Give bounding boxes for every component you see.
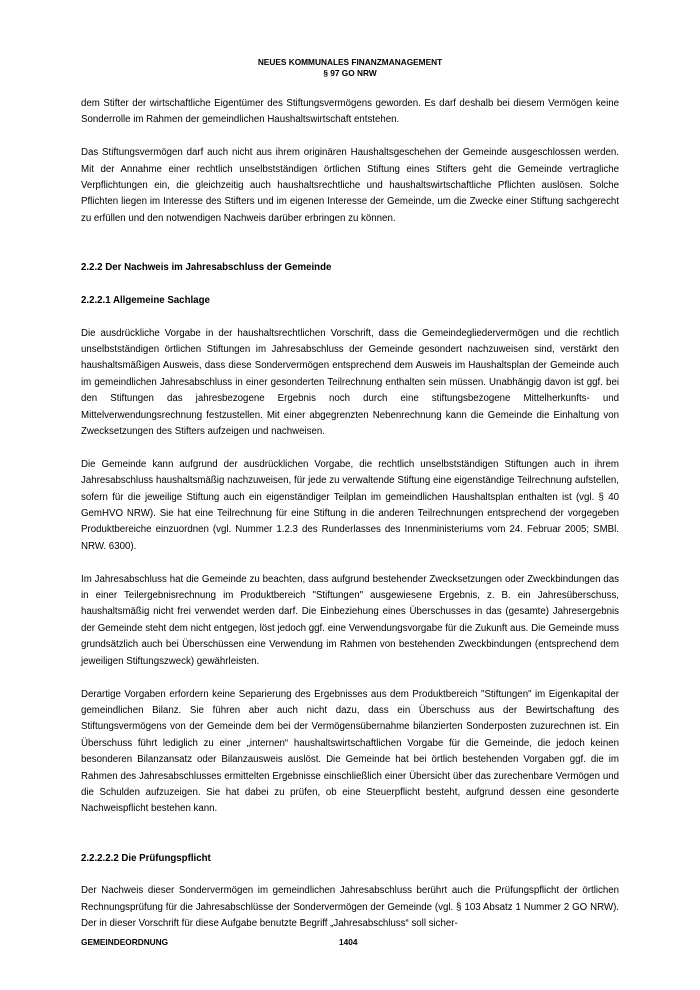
header-section: § 97 GO NRW bbox=[323, 68, 377, 78]
paragraph-6: Derartige Vorgaben erfordern keine Separierung des Ergebnisses aus dem Produktbereich "Stiftungen" im Eigenkapital der gemeindlichen Bilanz. Sie führen aber auch nicht dazu, dass ein Überschuss aus der Bewirtschaftung des Stiftungsvermögens von der Gemeinde dem bei der Vermögensübernahme bilanzierten Sonderposten zuzurechnen ist. Ein Überschuss führt lediglich zu einer „internen“ haushaltswirtschaftlichen Vorgabe für die Gemeinde, die jedoch keinen besonderen Bilanzansatz oder Bilanzausweis auslöst. Die Gemeinde hat bei örtlich bestehenden Vorgaben ggf. die im Rahmen des Jahresabschlusses ermittelten Ergebnisse einschließlich einer Übersicht über das zurechenbare Vermögen und die Schulden aufzuzeigen. Sie hat dabei zu prüfen, ob eine Steuerpflicht besteht, aufgrund dessen eine gesonderte Nachweispflicht bestehen kann. bbox=[81, 688, 619, 815]
paragraph-5: Im Jahresabschluss hat die Gemeinde zu beachten, dass aufgrund bestehender Zwecksetzungen oder Zweckbindungen das in einer Teilergebnisrechnung im Produktbereich "Stiftungen" ausgewiesene Ergebnis, z. B. ein Jahresüberschuss, haushaltsmäßig nicht frei verwendet werden darf. Die Einbeziehung eines Überschusses in das (gesamte) Jahresergebnis der Gemeinde steht dem nicht entgegen, löst jedoch ggf. eine Verwendungsvorgabe für die Zukunft aus. Die Gemeinde muss grundsätzlich auch bei Überschüssen eine Verwendung im Rahmen von bestehenden Zweckbindungen (entsprechend dem jeweiligen Stiftungszweck) gewährleisten. bbox=[81, 573, 619, 667]
section-heading-2-2-2-1: 2.2.2.1 Allgemeine Sachlage bbox=[81, 294, 210, 306]
paragraph-4: Die Gemeinde kann aufgrund der ausdrücklichen Vorgabe, die rechtlich unselbstständigen Stiftungen auch in ihrem Jahresabschluss haushaltsmäßig nachzuweisen, für jede zu verwaltende Stiftung eine eigenständige Teilrechnung aufstellen, sofern für die jeweilige Stiftung auch ein eigenständiger Teilplan im gemeindlichen Haushaltsplan enthalten ist (vgl. § 40 GemHVO NRW). Sie hat eine Teilrechnung für eine Stiftung in die anderen Teilrechnungen entsprechend der vorgegeben Produktbereiche einzuordnen (vgl. Nummer 1.2.3 des Runderlasses des Innenministeriums vom 24. Februar 2005; SMBl. NRW. 6300). bbox=[81, 458, 619, 552]
spacer bbox=[81, 244, 619, 260]
page-number: 1404 bbox=[339, 937, 358, 947]
paragraph-1: dem Stifter der wirtschaftliche Eigentümer des Stiftungsvermögens geworden. Es darf deshalb bei diesem Vermögen keine Sonderrolle im Rahmen der gemeindlichen Haushaltswirtschaft entstehen. bbox=[81, 98, 619, 126]
footer-label: GEMEINDEORDNUNG bbox=[81, 937, 169, 947]
header-title: NEUES KOMMUNALES FINANZMANAGEMENT bbox=[257, 57, 443, 67]
paragraph-2: Das Stiftungsvermögen darf auch nicht aus ihrem originären Haushaltsgeschehen der Gemeinde ausgeschlossen werden. Mit der Annahme einer rechtlich unselbstständigen örtlichen Stiftung eines Stifters geht die Gemeinde vertragliche Verpflichtungen ein, die gleichzeitig auch haushaltsrechtliche und haushaltswirtschaftliche Pflichten auslösen. Solche Pflichten liegen im Interesse des Stifters und im eigenen Interesse der Gemeinde, um die Zwecke einer Stiftung sachgerecht zu erfüllen und den notwendigen Nachweis darüber erbringen zu können. bbox=[81, 147, 619, 224]
page-content bbox=[81, 96, 619, 949]
page-header bbox=[0, 57, 700, 79]
paragraph-7: Der Nachweis dieser Sondervermögen im gemeindlichen Jahresabschluss berührt auch die Prüfungspflicht der örtlichen Rechnungsprüfung für die Jahresabschlüsse der Sondervermögen der Gemeinde (vgl. § 103 Absatz 1 Nummer 2 GO NRW). Der in dieser Vorschrift für diese Aufgabe benutzte Begriff „Jahresabschluss“ soll sicher- bbox=[81, 885, 619, 930]
section-heading-2-2-2: 2.2.2 Der Nachweis im Jahresabschluss der Gemeinde bbox=[81, 262, 332, 274]
section-heading-pruefungspflicht: 2.2.2.2.2 Die Prüfungspflicht bbox=[81, 852, 211, 864]
spacer bbox=[81, 834, 619, 850]
paragraph-3: Die ausdrückliche Vorgabe in der haushaltsrechtlichen Vorschrift, dass die Gemeindegliedervermögen und die rechtlich unselbstständigen örtlichen Stiftungen im Jahresabschluss der Gemeinde gesondert nachzuweisen sind, verstärkt den haushaltsmäßigen Ausweis, dass diese Sondervermögen entsprechend dem Ausweis im Haushaltsplan der Gemeinde auch im gemeindlichen Jahresabschluss in einer gesonderten Teilrechnung enthalten sein müssen. Unabhängig davon ist ggf. bei den Stiftungen das jahresbezogene Ergebnis noch durch eine stiftungsbezogene Mittelherkunfts- und Mittelverwendungsrechnung festzustellen. Mit einer abgegrenzten Nebenrechnung kann die Gemeinde die Einhaltung von Zwecksetzungen des Stifters aufzeigen und nachweisen. bbox=[81, 327, 619, 438]
